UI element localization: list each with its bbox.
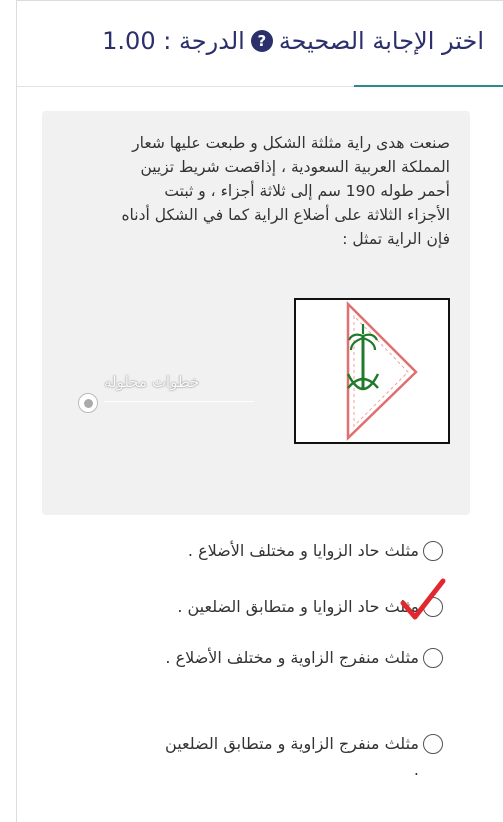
question-title xyxy=(102,27,484,55)
radio-button[interactable] xyxy=(423,648,443,668)
triangle-flag-drawing xyxy=(296,300,448,442)
question-text: صنعت هدى راية مثلثة الشكل و طبعت عليها شعار المملكة العربية السعودية ، إذاقصت شريط تزيين أحمر طوله 190 سم إلى ثلاثة أجزاء ، و ثبتت الأجزاء الثلاثة على أضلاع الراية كما في الشكل أدناه فإن الراية تمثل : xyxy=(121,134,450,248)
answer-option-1[interactable] xyxy=(188,538,443,564)
watermark-toggle[interactable] xyxy=(78,393,98,413)
option-label: مثلث حاد الزوايا و متطابق الضلعين . xyxy=(177,597,419,616)
watermark-line xyxy=(104,401,254,402)
question-circle-icon[interactable]: ? xyxy=(251,30,273,52)
header-accent-line xyxy=(354,85,503,87)
option-label: مثلث حاد الزوايا و مختلف الأضلاع . xyxy=(187,541,419,560)
question-box xyxy=(42,111,470,515)
question-header xyxy=(17,1,503,87)
solved-steps-watermark: خطوات محلوله xyxy=(104,373,200,391)
option-label: مثلث منفرج الزاوية و مختلف الأضلاع . xyxy=(165,648,419,667)
checkmark-icon xyxy=(399,577,447,623)
answer-option-3[interactable] xyxy=(113,645,443,671)
grade-label: الدرجة : 1.00 xyxy=(102,27,245,55)
instruction-text: اختر الإجابة الصحيحة xyxy=(278,27,484,55)
radio-button[interactable] xyxy=(423,541,443,561)
option-label: مثلث منفرج الزاوية و متطابق الضلعين . xyxy=(165,734,419,779)
answer-option-4[interactable] xyxy=(163,731,443,783)
radio-button[interactable] xyxy=(423,734,443,754)
question-card xyxy=(16,0,503,822)
flag-image xyxy=(294,298,450,444)
